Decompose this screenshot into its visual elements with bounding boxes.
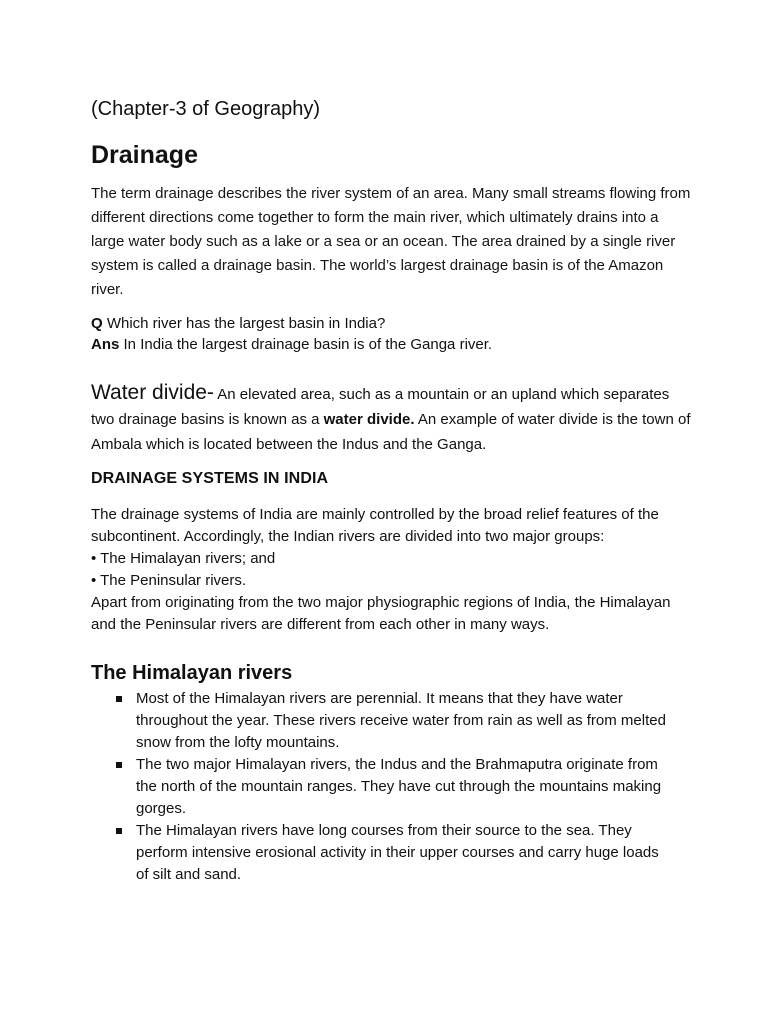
water-divide-text-before: An elevated area, such as a mountain or an upland which separates two drainage basins is known as a	[91, 386, 670, 428]
water-divide-heading: Water divide-	[91, 381, 214, 404]
list-item-text: The two major Himalayan rivers, the Indus and the Brahmaputra originate from the north of the mountain ranges. They have cut through the mountains making gorges.	[136, 756, 662, 817]
intro-paragraph: The term drainage describes the river system of an area. Many small streams flowing from different directions come together to form the main river, which ultimately drains into a large water body such as a lake or a sea or an ocean. The area drained by a single river system is called a drainage basin. The world’s largest drainage basin is of the Amazon river.	[91, 185, 691, 298]
answer-line	[91, 334, 691, 355]
answer-label: Ans	[91, 336, 120, 353]
water-divide-section	[91, 380, 691, 457]
list-item	[114, 688, 674, 754]
drainage-systems-intro: The drainage systems of India are mainly controlled by the broad relief features of the subcontinent. Accordingly, the Indian rivers are divided into two major groups:	[91, 506, 659, 545]
list-item	[114, 754, 674, 820]
square-bullet-icon	[116, 762, 122, 768]
square-bullet-icon	[116, 828, 122, 834]
list-item-text: Most of the Himalayan rivers are perennial. It means that they have water throughout the year. These rivers receive water from rain as well as from melted snow from the lofty mountains.	[136, 690, 666, 751]
drainage-systems-paragraph	[91, 504, 691, 636]
water-divide-term: water divide.	[323, 411, 415, 428]
himalayan-rivers-heading: The Himalayan rivers	[91, 662, 293, 684]
question-line	[91, 313, 691, 334]
water-divide-text-after: An example of water divide is the town of Ambala which is located between the Indus and the Ganga.	[91, 411, 691, 453]
drainage-systems-outro: Apart from originating from the two major physiographic regions of India, the Himalayan and the Peninsular rivers are different from each other in many ways.	[91, 594, 671, 633]
chapter-heading: (Chapter-3 of Geography)	[91, 98, 321, 120]
question-label: Q	[91, 315, 103, 332]
group-item-himalayan: • The Himalayan rivers; and	[91, 550, 276, 567]
list-item	[114, 820, 674, 886]
himalayan-rivers-list	[114, 688, 674, 886]
group-item-peninsular: • The Peninsular rivers.	[91, 572, 247, 589]
page-title: Drainage	[91, 141, 198, 169]
square-bullet-icon	[116, 696, 122, 702]
list-item-text: The Himalayan rivers have long courses from their source to the sea. They perform intensive erosional activity in their upper courses and carry huge loads of silt and sand.	[136, 822, 659, 883]
drainage-systems-heading: DRAINAGE SYSTEMS IN INDIA	[91, 470, 329, 487]
answer-text: In India the largest drainage basin is of the Ganga river.	[119, 336, 493, 353]
question-text: Which river has the largest basin in India?	[102, 315, 386, 332]
question-answer	[91, 313, 691, 355]
